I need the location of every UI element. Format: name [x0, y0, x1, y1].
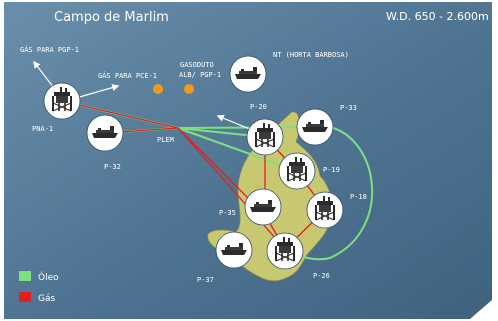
node-p37[interactable] — [216, 232, 252, 268]
legend-swatch-gas — [19, 292, 31, 302]
node-p33[interactable] — [297, 109, 333, 145]
label-p33: P-33 — [340, 104, 357, 112]
node-p35[interactable] — [245, 189, 281, 225]
label-p26: P-26 — [313, 272, 330, 280]
legend-label-gas: Gás — [38, 294, 56, 304]
node-p26[interactable] — [267, 233, 303, 269]
label-gas-pce1: GÁS PARA PCE-1 — [98, 72, 158, 80]
label-p18: P-18 — [350, 193, 367, 201]
label-p20: P-20 — [250, 103, 267, 111]
gas-point-gasoduto — [184, 84, 194, 94]
label-nt: NT (HORTA BARBOSA) — [273, 51, 349, 59]
node-nt[interactable] — [230, 56, 266, 92]
label-gasoduto-1: GASODUTO — [180, 61, 214, 69]
node-p20[interactable] — [247, 119, 283, 155]
legend-label-oil: Óleo — [38, 273, 59, 283]
water-depth-label: W.D. 650 - 2.600m — [386, 10, 489, 23]
label-plem: PLEM — [157, 136, 174, 144]
label-p35: P-35 — [219, 209, 236, 217]
node-p18[interactable] — [307, 192, 343, 228]
node-p19[interactable] — [279, 153, 315, 189]
label-pna1: PNA-1 — [32, 125, 54, 133]
label-gasoduto-2: ALB/ PGP-1 — [179, 71, 222, 79]
label-p19: P-19 — [323, 166, 340, 174]
diagram-title: Campo de Marlim — [54, 10, 169, 25]
label-gas-pgp1: GÁS PARA PGP-1 — [20, 46, 80, 54]
legend-swatch-oil — [19, 271, 31, 281]
node-p32[interactable] — [87, 115, 123, 151]
label-p32: P-32 — [104, 163, 121, 171]
gas-point-pce1 — [153, 84, 163, 94]
node-pna1[interactable] — [44, 83, 80, 119]
label-p37: P-37 — [197, 276, 214, 284]
